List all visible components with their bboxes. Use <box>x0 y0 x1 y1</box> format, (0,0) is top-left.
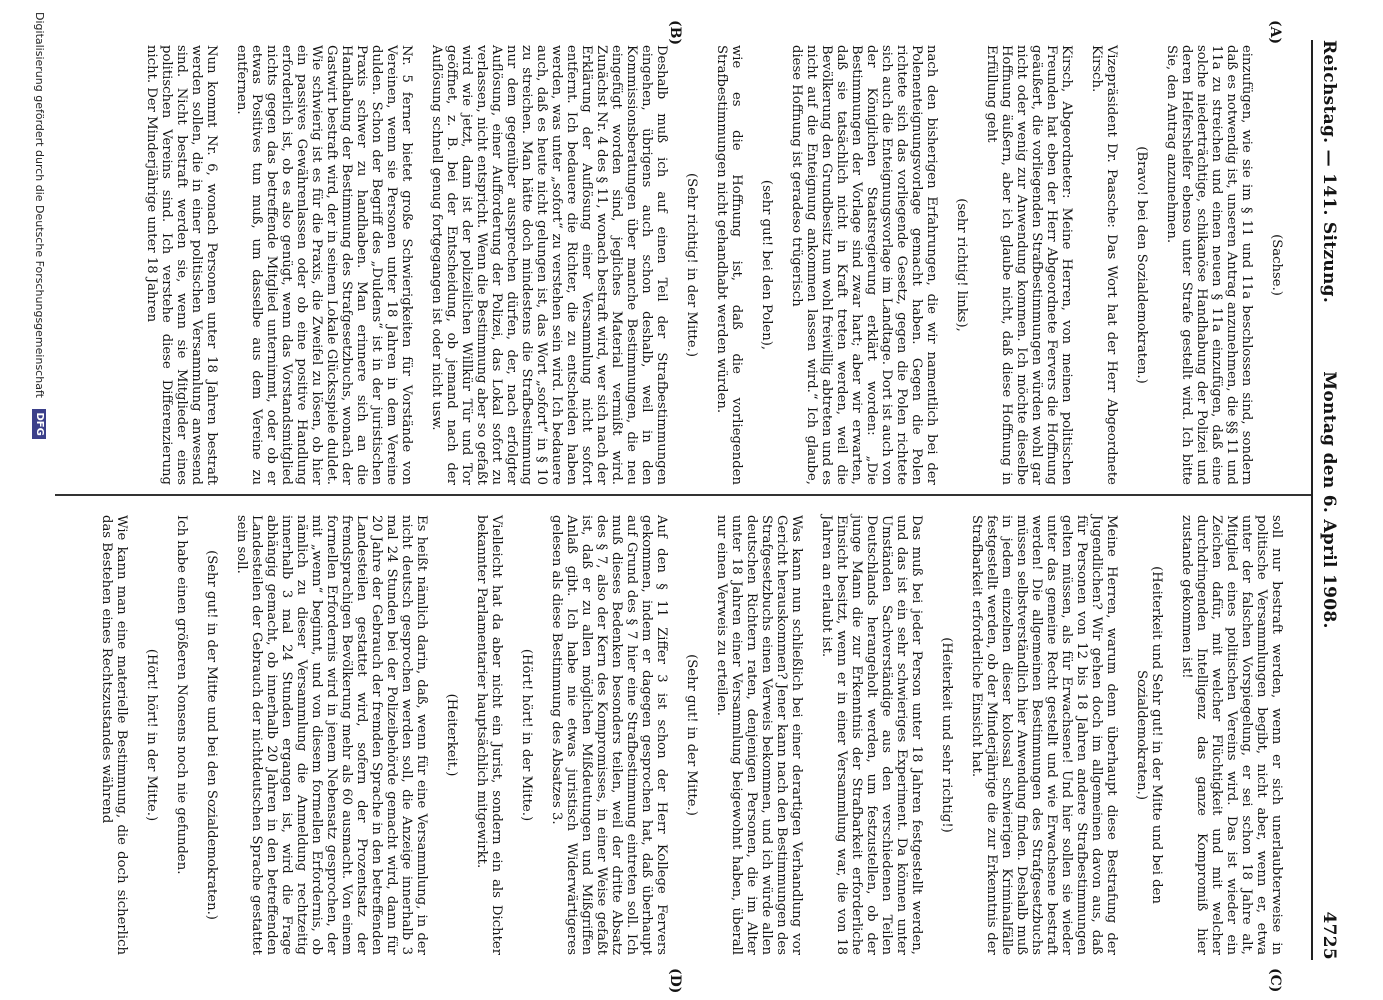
header-rule <box>1311 40 1313 960</box>
paragraph: Wie kann man eine materielle Bestimmung, die doch sicherlich das Bestehen eines Rechtszustandes während <box>99 515 129 955</box>
interjection: (Hört! hört! in der Mitte.) <box>144 648 159 822</box>
interjection: (Sehr gut! in der Mitte.) <box>684 654 699 816</box>
interjection: (sehr richtig! links), <box>954 198 969 332</box>
paragraph: Ich habe einen größeren Nonsens noch nie gefunden. <box>174 515 189 875</box>
interjection: (Hört! hört! in der Mitte.) <box>519 648 534 822</box>
paragraph: Vielleicht hat da aber nicht ein Jurist, sondern ein als Dichter bekannter Parlamentarier hauptsächlich mitgewirkt. <box>474 515 504 955</box>
column-divider <box>55 494 1311 496</box>
interjection: (Heiterkeit und Sehr gut! in der Mitte und bei den Sozialdemokraten.) <box>1134 566 1164 904</box>
paragraph: Das muß bei jeder Person unter 18 Jahren festgestellt werden, und das ist ein sehr schwieriges Experiment. Da können unter Umständen Sachverständige aus den verschiedenen Teilen Deutschlands herangeholt werden, um festzustellen, ob der junge Mann die zur Erkenntnis der Strafbarkeit erforderliche Einsicht besitzt, wenn er in einer Versammlung war, die von 18 Jahren an erlaubt ist. <box>819 515 924 955</box>
credit-text: Digitalisierung gefördert durch die Deutsche Forschungsgemeinschaft <box>33 12 46 398</box>
interjection: (Sehr richtig! in der Mitte.) <box>684 173 699 357</box>
page-number: 4725 <box>1319 911 1339 960</box>
speaker-tag: (Sachse.) <box>1269 234 1284 296</box>
paragraph: Vizepräsident Dr. Paasche: Das Wort hat der Herr Abgeordnete Kirsch. <box>1089 45 1119 485</box>
paragraph: Es heißt nämlich darin, daß, wenn für eine Versammlung, in der nicht deutsch gesprochen werden soll, die Anzeige innerhalb 3 mal 24 Stunden bei der Polizeibehörde gemacht wird, dann für 20 Jahre der Gebrauch der fremden Sprache in den betreffenden Landesteilen gestattet wird, sofern der Prozentsatz der fremdsprachigen Bevölkerung mehr als 60 ausmacht. Von einem formellen Erfordernis wird in jenem Nebensatz gesprochen, der mit „wenn“ beginnt, und von diesem formellen Erfordernis, ob nämlich zu dieser Versammlung die Anmeldung rechtzeitig innerhalb 3 mal 24 Stunden ergangen ist, wird die Frage abhängig gemacht, ob innerhalb 20 Jahren in den betreffenden Landesteilen der Gebrauch der nichtdeutschen Sprache gestattet sein soll. <box>234 515 429 955</box>
interjection: (Heiterkeit.) <box>444 693 459 777</box>
paragraph: Nun kommt Nr. 6, wonach Personen unter 18 Jahren bestraft werden sollen, die in einer politischen Versammlung anwesend sind. Nicht bestraft werden sie, wenn sie Mitglieder eines politischen Vereins sind. Ich verstehe diese Differenzierung nicht. Der Minderjährige unter 18 Jahren <box>144 45 219 485</box>
interjection: (sehr gut! bei den Polen), <box>759 179 774 351</box>
paragraph: Nr. 5 ferner bietet große Schwierigkeiten für Vorstände von Vereinen, wenn sie Personen unter 18 Jahren in dem Vereine dulden. Schon der Begriff des „Duldens“ ist in der juristischen Praxis schwer zu handhaben. Man erinnere sich an die Handhabung der Bestimmung des Strafgesetzbuchs, wonach der Gastwirt bestraft wird, der in seinem Lokale Glücksspiele duldet. Wie schwierig ist es für die Praxis, die Zweifel zu lösen, ob hier ein passives Gewährenlassen oder ob eine positive Handlung erforderlich ist, ob es also genügt, wenn das Vorstandsmitglied nichts gegen das betreffende Mitglied unternimmt, oder ob er etwas Positives tun muß, um dasselbe aus dem Vereine zu entfernen. <box>234 45 414 485</box>
margin-marker-c: (C) <box>1267 968 1283 993</box>
paragraph: Kirsch, Abgeordneter: Meine Herren, von meinen politischen Freunden hat eben der Herr Abgeordnete Fervers die Hoffnung geäußert, die vorliegenden Strafbestimmungen würden wohl gar nicht oder wenig zur Anwendung kommen. Ich möchte dieselbe Hoffnung äußern, aber ich glaube nicht, daß diese Hoffnung in Erfüllung geht <box>984 45 1074 485</box>
paragraph: wie es die Hoffnung ist, daß die vorliegenden Strafbestimmungen nicht gehandhabt werden würden. <box>714 45 744 485</box>
page-header <box>1315 40 1339 960</box>
paragraph: Deshalb muß ich auf einen Teil der Strafbestimmungen eingehen, übrigens auch schon deshalb, weil in den Kommissionsberatungen über manche Bestimmungen, die neu eingefügt worden sind, jegliches Material vermißt wird. Zunächst Nr. 4 des § 11, wonach bestraft wird, wer sich nach der Erklärung der Auflösung einer Versammlung nicht sofort entfernt. Ich bedauere die Richter, die zu entscheiden haben werden, was unter „sofort“ zu verstehen sein wird. Ich bedauere auch, daß es heute nicht gelungen ist, das Wort „sofort“ in § 10 zu streichen. Man hätte doch mindestens die Strafbestimmung nur dem gegenüber aussprechen dürfen, der, nach erfolgter Auflösung, einer Aufforderung der Polizei, das Lokal sofort zu verlassen, nicht entspricht. Wenn die Bestimmung aber so gefaßt wird wie jetzt, dann ist der polizeilichen Willkür Tür und Tor geöffnet, z. B. bei der Entscheidung, ob jemand nach der Auflösung schnell genug fortgegangen ist oder nicht usw. <box>429 45 669 485</box>
margin-marker-a: (A) <box>1267 20 1283 45</box>
paragraph: Was kann nun schließlich bei einer derartigen Verhandlung vor Gericht herauskommen? Jener kann nach den Bestimmungen des Strafgesetzbuchs einen Verweis bekommen, und ich würde allen deutschen Richtern raten, denjenigen Personen, die im Alter unter 18 Jahren einer Versammlung beigewohnt haben, überall nur einen Verweis zu erteilen. <box>714 515 804 955</box>
header-session: Reichstag. — 141. Sitzung. <box>1319 40 1339 304</box>
left-column <box>129 45 1299 485</box>
paragraph: Auf den § 11 Ziffer 3 ist schon der Herr Kollege Fervers gekommen, indem er dagegen gesprochen hat, daß überhaupt auf Grund des § 7 hier eine Strafbestimmung eintreten soll. Ich muß dieses Bedenken besonders teilen, weil der dritte Absatz des § 7, also der Kern des Kompromisses, in einer Weise gefaßt ist, daß er zu allen möglichen Mißdeutungen und Mißgriffen Anlaß gibt. Ich habe nie etwas juristisch Widerwärtigeres gelesen als diese Bestimmung des Absatzes 3. <box>549 515 669 955</box>
dfg-logo: DFG <box>32 409 46 438</box>
paragraph: einzufügen, wie sie im § 11 und 11a beschlossen sind, sondern daß es notwendig ist, unseren Antrag anzunehmen, die §§ 11 und 11a zu streichen und einen neuen § 11a einzufügen, daß eine solche niederträchtige, schikanöse Handhabung der Polizei und deren Helfershelfer ebenso unter Strafe gestellt wird. Ich bitte Sie, den Antrag anzunehmen. <box>1164 45 1254 485</box>
paragraph: Meine Herren, warum denn überhaupt diese Bestrafung der Jugendlichen? Wir gehen doch im allgemeinen davon aus, daß für Personen von 12 bis 18 Jahren andere Strafbestimmungen gelten müssen, als für Erwachsene! Und hier sollen sie wieder unter das gemeine Recht gestellt und wie Erwachsene bestraft werden! Die allgemeinen Bestimmungen des Strafgesetzbuchs müssen selbstverständlich hier Anwendung finden. Deshalb muß in jedem einzelnen dieser kolossal schwierigen Kriminalfälle festgestellt werden, ob der Minderjährige die zur Erkenntnis der Strafbarkeit erforderliche Einsicht hat. <box>969 515 1119 955</box>
margin-marker-b: (B) <box>667 20 683 46</box>
paragraph: soll nur bestraft werden, wenn er sich unerlaubterweise in politische Versammlungen begibt, nicht aber, wenn er, etwa unter der falschen Vorspiegelung, er sei schon 18 Jahre alt, Mitglied eines politischen Vereins wird. Das ist wieder ein Zeichen dafür, mit welcher Flüchtigkeit und mit welcher durchdringenden Intelligenz das ganze Kompromiß hier zustande gekommen ist! <box>1179 515 1284 955</box>
interjection: (Sehr gut! in der Mitte und bei den Sozialdemokraten.) <box>204 550 219 920</box>
right-column <box>84 515 1299 955</box>
header-date: Montag den 6. April 1908. <box>1319 371 1339 629</box>
digitization-credit <box>29 0 49 1000</box>
interjection: (Bravo! bei den Sozialdemokraten.) <box>1134 146 1149 384</box>
margin-marker-d: (D) <box>667 968 683 994</box>
paragraph: nach den bisherigen Erfahrungen, die wir namentlich bei der Polenenteignungsvorlage gemacht haben. Gegen die Polen richtete sich das vorliegende Gesetz, gegen die Polen richtete sich auch die Enteignungsvorlage im Landtage. Dort ist auch von der Königlichen Staatsregierung erklärt worden: „Die Bestimmungen der Vorlage sind zwar hart; aber wir erwarten, daß sie tatsächlich nicht in Kraft treten werden, weil die Bevölkerung den Grundbesitz nun wohl freiwillig abtreten und es nicht auf die Enteignung ankommen lassen wird.“ Ich glaube, diese Hoffnung ist geradeso trügerisch <box>789 45 939 485</box>
interjection: (Heiterkeit und sehr richtig!) <box>939 637 954 833</box>
